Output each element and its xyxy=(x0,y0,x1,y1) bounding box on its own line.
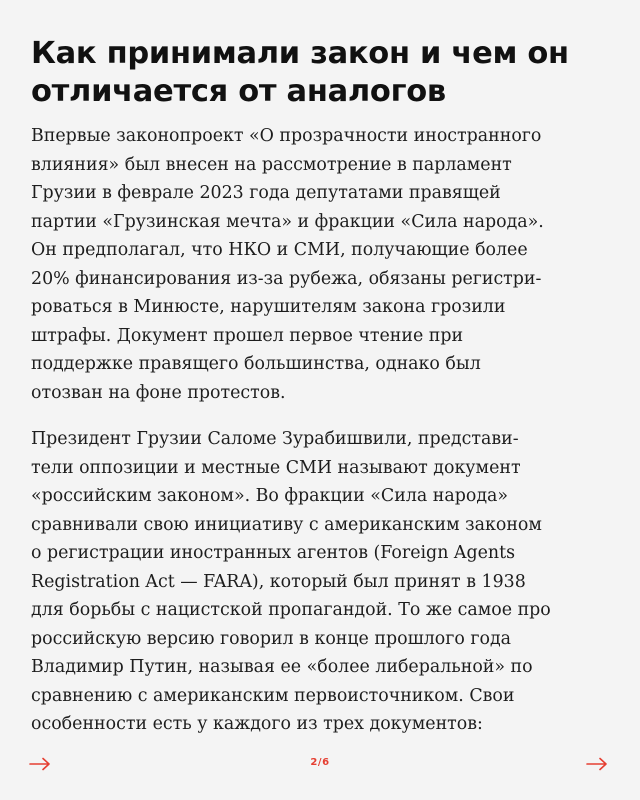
arrow-right-icon-graphic xyxy=(586,752,608,776)
text-line: сравнению с американским первоисточником. Свои xyxy=(31,685,515,706)
arrow-right-icon-graphic xyxy=(29,752,51,776)
text-line: роваться в Минюсте, нарушителям закона грозили xyxy=(31,297,506,317)
text-line: особенности есть у каждого из трех документов: xyxy=(31,714,483,734)
text-line: штрафы. Документ прошел первое чтение при xyxy=(31,325,464,346)
text-line: «российским законом». Во фракции «Сила народа» xyxy=(31,486,509,506)
text-line: Registration Act — FARA), который был принят в 1938 xyxy=(31,571,526,592)
arrow-right-icon[interactable] xyxy=(29,752,51,776)
text-line: для борьбы с нацистской пропагандой. То же самое про xyxy=(31,600,551,620)
heading-line: отличается от аналогов xyxy=(31,74,446,109)
text-line: Президент Грузии Саломе Зурабишвили, представи- xyxy=(31,429,519,449)
article-heading xyxy=(31,35,621,111)
text-line: поддержке правящего большинства, однако был xyxy=(31,354,481,374)
text-line: Он предполагал, что НКО и СМИ, получающие более xyxy=(31,240,528,260)
text-line: влияния» был внесен на рассмотрение в парламент xyxy=(31,154,512,175)
arrow-right-icon[interactable] xyxy=(586,752,608,776)
page-indicator: 2/6 xyxy=(310,757,330,768)
text-line: российскую версию говорил в конце прошлого года xyxy=(31,628,512,649)
paragraph-intro xyxy=(31,122,631,407)
text-line: отозван на фоне протестов. xyxy=(31,382,286,403)
text-line: Грузии в феврале 2023 года депутатами правящей xyxy=(31,183,501,203)
text-line: Владимир Путин, называя ее «более либеральной» по xyxy=(31,657,533,677)
text-line: 20% финансирования из-за рубежа, обязаны регистри- xyxy=(31,268,542,289)
text-line: тели оппозиции и местные СМИ называют документ xyxy=(31,457,521,478)
text-line: Впервые законопроект «О прозрачности иностранного xyxy=(31,126,542,146)
paragraph-comparison xyxy=(31,425,631,739)
text-line: сравнивали свою инициативу с американским законом xyxy=(31,514,542,535)
text-line: о регистрации иностранных агентов (Foreign Agents xyxy=(31,543,516,563)
text-line: партии «Грузинская мечта» и фракции «Сила народа». xyxy=(31,211,544,232)
heading-line: Как принимали закон и чем он xyxy=(31,36,569,71)
